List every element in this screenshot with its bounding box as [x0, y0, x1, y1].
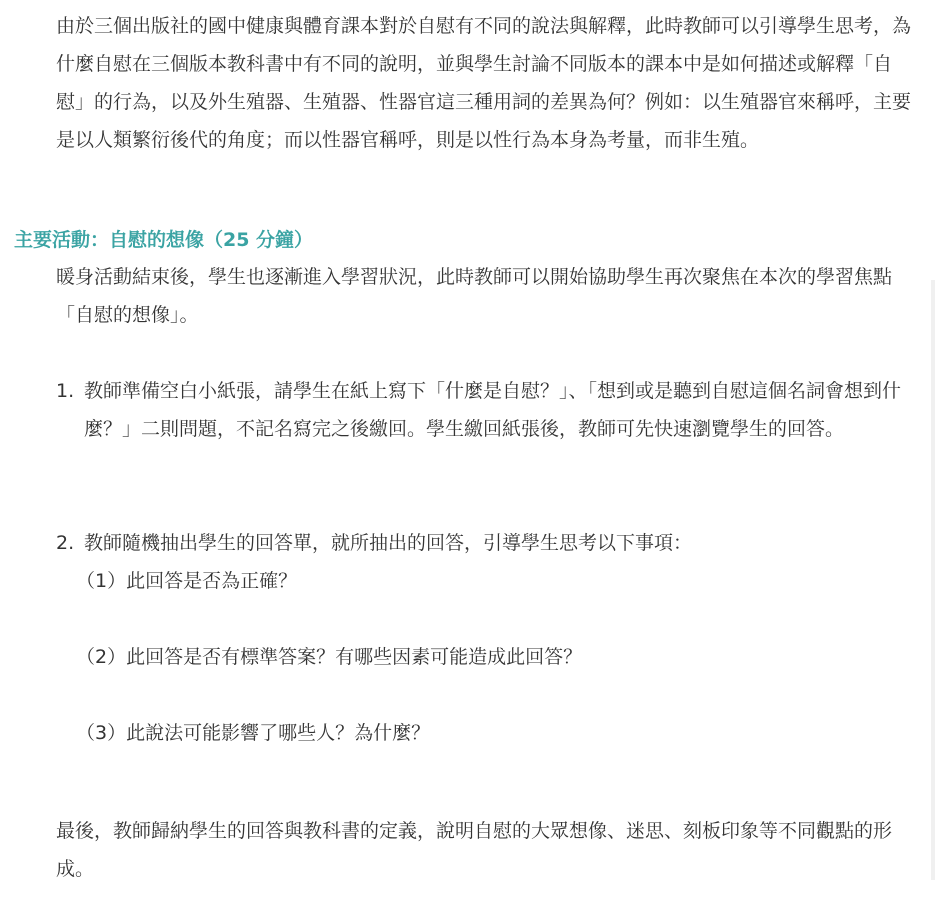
step-item-1 [56, 372, 918, 448]
step-number: 1. [56, 380, 75, 402]
warmup-paragraph: 暖身活動結束後，學生也逐漸進入學習狀況，此時教師可以開始協助學生再次聚焦在本次的學習焦點「自慰的想像」。 [56, 266, 893, 326]
intro-paragraph: 由於三個出版社的國中健康與體育課本對於自慰有不同的說法與解釋，此時教師可以引導學生思考，為什麼自慰在三個版本教科書中有不同的說明，並與學生討論不同版本的課本中是如何描述或解釋「自慰」的行為，以及外生殖器、生殖器、性器官這三種用詞的差異為何？例如：以生殖器官來稱呼，主要是以人類繁衍後代的角度；而以性器官稱呼，則是以性行為本身為考量，而非生殖。 [56, 15, 912, 151]
section-heading: 主要活動：自慰的想像（25 分鐘） [14, 229, 314, 251]
sub-question-3: （3）此說法可能影響了哪些人？為什麼？ [76, 722, 431, 744]
sub-question-1: （1）此回答是否為正確？ [76, 570, 298, 592]
scrollbar-track[interactable] [931, 280, 935, 880]
step-text: 教師準備空白小紙張，請學生在紙上寫下「什麼是自慰？」、「想到或是聽到自慰這個名詞會想到什麼？」二則問題，不記名寫完之後繳回。學生繳回紙張後，教師可先快速瀏覽學生的回答。 [84, 380, 902, 440]
sub-question-2: （2）此回答是否有標準答案？有哪些因素可能造成此回答？ [76, 646, 583, 668]
step-text: 教師隨機抽出學生的回答單，就所抽出的回答，引導學生思考以下事項： [84, 532, 693, 554]
step-number: 2. [56, 532, 75, 554]
closing-paragraph: 最後，教師歸納學生的回答與教科書的定義，說明自慰的大眾想像、迷思、刻板印象等不同觀點的形成。 [56, 820, 893, 880]
step-item-2 [56, 524, 918, 562]
